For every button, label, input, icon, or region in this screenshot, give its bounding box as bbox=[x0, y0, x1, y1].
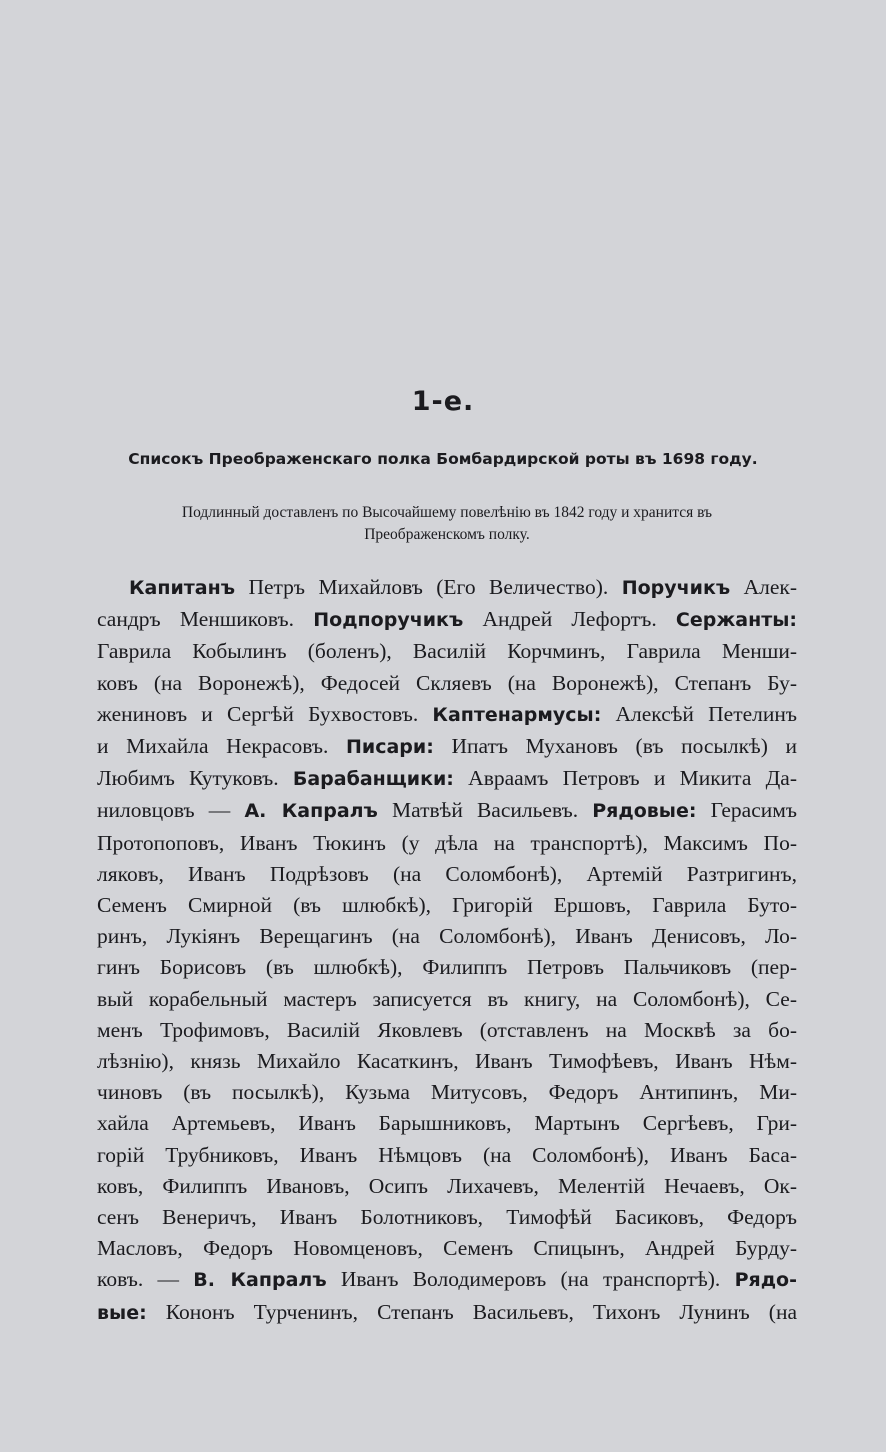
rank-heading: Писари: bbox=[346, 736, 434, 759]
text-run: жениновъ и Сергѣй Бухвостовъ. bbox=[97, 701, 433, 726]
text-run: Кононъ Турченинъ, Степанъ Васильевъ, Тихонъ Лунинъ (на bbox=[146, 1299, 797, 1324]
text-run: ковъ (на Воронежѣ), Федосей Скляевъ (на Воронежѣ), Степанъ Бу- bbox=[97, 670, 797, 695]
text-run: Петръ Михайловъ (Его Величество). bbox=[235, 575, 622, 599]
text-line bbox=[97, 1171, 797, 1202]
text-run: вый корабельный мастеръ записуется въ книгу, на Соломбонѣ), Се- bbox=[97, 986, 797, 1011]
text-run: ниловцовъ — bbox=[97, 798, 245, 823]
text-run: Протопоповъ, Иванъ Тюкинъ (у дѣла на транспортѣ), Максимъ По- bbox=[97, 830, 797, 855]
text-run: сандръ Меншиковъ. bbox=[97, 607, 314, 632]
text-run: Авраамъ Петровъ и Микита Да- bbox=[453, 766, 797, 791]
text-line bbox=[97, 1046, 797, 1077]
rank-heading: Поручикъ bbox=[621, 577, 731, 599]
text-run: гинъ Борисовъ (въ шлюбкѣ), Филиппъ Петровъ Пальчиковъ (пер- bbox=[97, 955, 797, 980]
rank-heading: А. Капралъ bbox=[244, 800, 378, 823]
text-line bbox=[97, 1202, 797, 1233]
rank-heading: вые: bbox=[97, 1301, 147, 1324]
text-run: чиновъ (въ посылкѣ), Кузьма Митусовъ, Федоръ Антипинъ, Ми- bbox=[97, 1080, 797, 1105]
text-run: ляковъ, Иванъ Подрѣзовъ (на Соломбонѣ), Артемій Разтригинъ, bbox=[97, 861, 797, 886]
text-run: горій Трубниковъ, Иванъ Нѣмцовъ (на Соломбонѣ), Иванъ Баса- bbox=[97, 1142, 797, 1167]
text-run: ринъ, Лукіянъ Верещагинъ (на Соломбонѣ), Иванъ Денисовъ, Ло- bbox=[97, 924, 797, 949]
text-line bbox=[97, 1015, 797, 1046]
text-run: Любимъ Кутуковъ. bbox=[97, 766, 293, 791]
rank-heading: В. Капралъ bbox=[193, 1269, 327, 1292]
text-run: Иванъ Володимеровъ (на транспортѣ). bbox=[326, 1267, 735, 1292]
text-run: Гаврила Кобылинъ (боленъ), Василій Корчминъ, Гаврила Менши- bbox=[97, 639, 797, 664]
text-run: Семенъ Смирной (въ шлюбкѣ), Григорій Ершовъ, Гаврила Буто- bbox=[97, 893, 797, 918]
text-line bbox=[97, 921, 797, 952]
text-line bbox=[97, 890, 797, 921]
rank-heading: Капитанъ bbox=[129, 577, 236, 599]
document-title: Списокъ Преображенскаго полка Бомбардирской роты въ 1698 году. bbox=[128, 450, 758, 468]
text-line bbox=[97, 1140, 797, 1171]
source-note-line: Подлинный доставленъ по Высочайшему повелѣнію въ 1842 году и хранится въ bbox=[181, 504, 713, 521]
text-line bbox=[97, 731, 797, 763]
source-note bbox=[96, 502, 798, 546]
text-run: Андрей Лефортъ. bbox=[463, 607, 676, 632]
text-line bbox=[97, 984, 797, 1015]
text-line bbox=[97, 636, 797, 667]
rank-heading: Каптенармусы: bbox=[432, 703, 602, 726]
section-number: 1-е. bbox=[411, 386, 475, 417]
text-line bbox=[97, 699, 797, 731]
rank-heading: Барабанщики: bbox=[292, 768, 454, 791]
text-line bbox=[97, 763, 797, 795]
roster-paragraph bbox=[97, 572, 797, 1329]
text-line bbox=[97, 1233, 797, 1264]
text-line bbox=[97, 1077, 797, 1108]
text-run: и Михайла Некрасовъ. bbox=[97, 734, 346, 759]
text-run: лѣзнію), князь Михайло Касаткинъ, Иванъ Тимофѣевъ, Иванъ Нѣм- bbox=[97, 1049, 797, 1074]
text-run: ковъ. — bbox=[97, 1267, 194, 1292]
rank-heading: Рядо- bbox=[734, 1269, 797, 1292]
text-run: менъ Трофимовъ, Василій Яковлевъ (отставленъ на Москвѣ за бо- bbox=[97, 1017, 797, 1042]
text-line bbox=[97, 828, 797, 859]
text-line bbox=[97, 1297, 797, 1329]
text-run: Алек- bbox=[730, 575, 798, 599]
text-run: Герасимъ bbox=[696, 798, 797, 823]
text-run: хайла Артемьевъ, Иванъ Барышниковъ, Мартынъ Сергѣевъ, Гри- bbox=[97, 1111, 797, 1136]
text-run: Алексѣй Петелинъ bbox=[601, 701, 797, 726]
rank-heading: Подпоручикъ bbox=[313, 609, 464, 632]
text-line bbox=[97, 952, 797, 983]
text-line bbox=[97, 668, 797, 699]
rank-heading: Сержанты: bbox=[675, 609, 797, 632]
text-line bbox=[97, 1108, 797, 1139]
text-run: Матвѣй Васильевъ. bbox=[377, 798, 593, 823]
text-run: ковъ, Филиппъ Ивановъ, Осипъ Лихачевъ, Мелентій Нечаевъ, Ок- bbox=[97, 1173, 797, 1198]
text-line bbox=[97, 604, 797, 636]
rank-heading: Рядовые: bbox=[592, 800, 697, 823]
text-line bbox=[97, 795, 797, 827]
text-run: Масловъ, Федоръ Новомценовъ, Семенъ Спицынъ, Андрей Бурду- bbox=[97, 1236, 797, 1261]
text-line bbox=[97, 572, 797, 604]
text-line bbox=[97, 859, 797, 890]
text-run: сенъ Венеричъ, Иванъ Болотниковъ, Тимофѣй Басиковъ, Федоръ bbox=[97, 1205, 797, 1230]
text-line bbox=[97, 1264, 797, 1296]
text-run: Ипатъ Мухановъ (въ посылкѣ) и bbox=[433, 734, 797, 759]
source-note-line: Преображенскомъ полку. bbox=[364, 526, 530, 543]
